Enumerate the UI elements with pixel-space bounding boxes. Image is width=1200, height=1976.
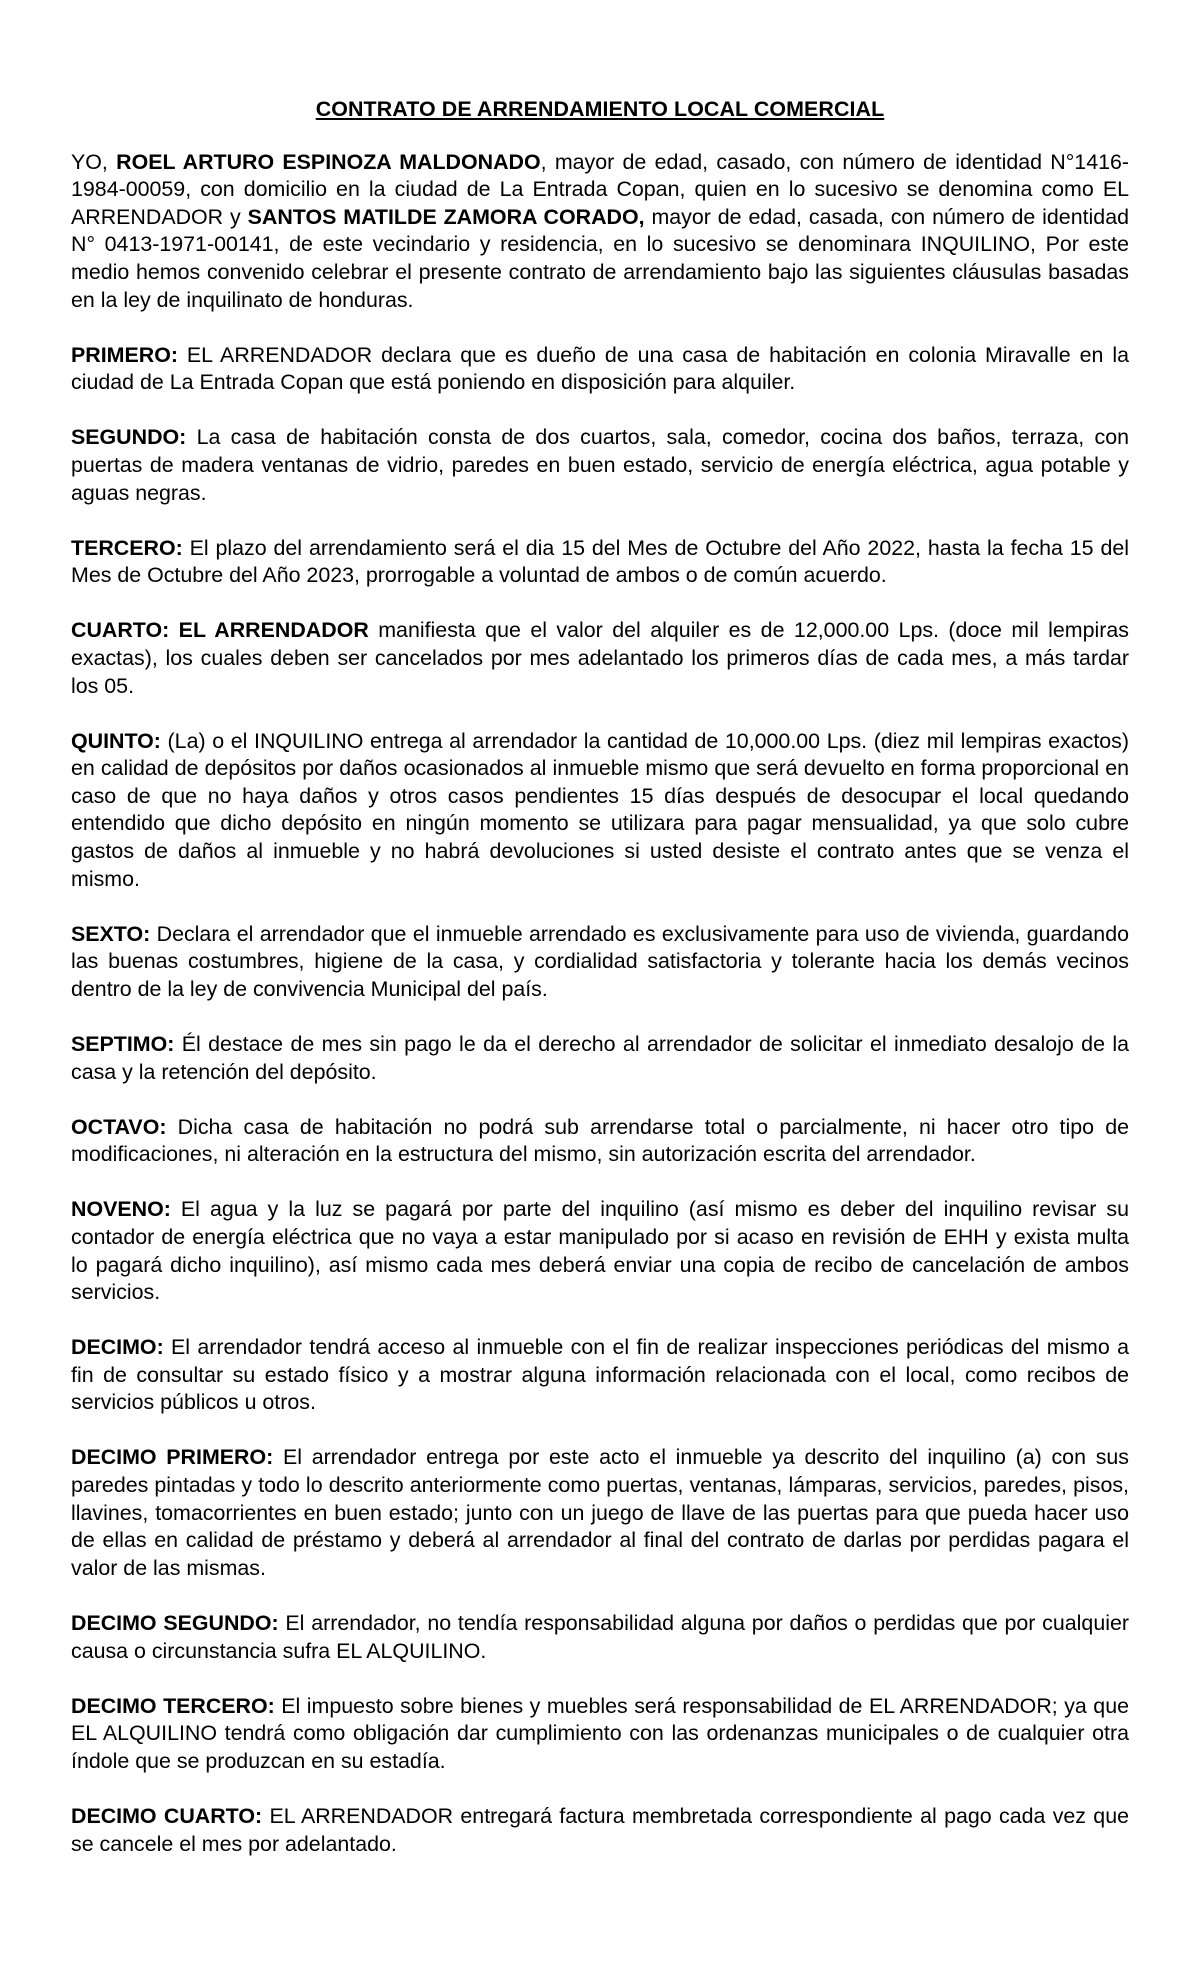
clause-octavo <box>71 1114 1129 1169</box>
clause-sexto <box>71 921 1129 1004</box>
clause-text: El agua y la luz se pagará por parte del inquilino (así mismo es deber del inquilino revisar su contador de energía eléctrica que no vaya a estar manipulado por si acaso en revisión de EHH y exista multa lo pagará dicho inquilino), así mismo cada mes deberá enviar una copia de recibo de cancelación de ambos servicios. <box>71 1197 1129 1305</box>
clause-text: El arrendador entrega por este acto el inmueble ya descrito del inquilino (a) con sus paredes pintadas y todo lo descrito anteriormente como puertas, ventanas, lámparas, servicios, paredes, pisos, llavines, tomacorrientes en buen estado; junto con un juego de llave de las puertas para que pueda hacer uso de ellas en calidad de préstamo y deberá al arrendador al final del contrato de darlas por perdidas pagara el valor de las mismas. <box>71 1445 1129 1580</box>
clause-label: DECIMO SEGUNDO: <box>71 1610 279 1635</box>
intro-paragraph <box>71 149 1129 315</box>
landlord-name: ROEL ARTURO ESPINOZA MALDONADO <box>116 149 541 174</box>
clause-text: El plazo del arrendamiento será el dia 15 del Mes de Octubre del Año 2022, hasta la fecha 15 del Mes de Octubre del Año 2023, prorrogable a voluntad de ambos o de común acuerdo. <box>71 535 1129 588</box>
intro-text-2: , mayor de edad, casado, con número de identidad N°1416-1984-00059, con domicilio en la ciudad de La Entrada Copan, quien en lo sucesivo se denomina como EL ARRENDADOR y <box>71 149 1130 229</box>
clause-text: Declara el arrendador que el inmueble arrendado es exclusivamente para uso de vivienda, guardando las buenas costumbres, higiene de la casa, y cordialidad satisfactoria y tolerante hacia los demás vecinos dentro de la ley de convivencia Municipal del país. <box>71 921 1129 1001</box>
clause-noveno <box>71 1196 1129 1306</box>
tenant-name: SANTOS MATILDE ZAMORA CORADO, <box>247 204 645 229</box>
clause-text: manifiesta que el valor del alquiler es de 12,000.00 Lps. (doce mil lempiras exactas), los cuales deben ser cancelados por mes adelantado los primeros días de cada mes, a más tardar los 05. <box>71 618 1129 698</box>
clause-tercero <box>71 535 1129 590</box>
clause-label: DECIMO: <box>71 1335 164 1360</box>
clause-label: QUINTO: <box>71 728 161 753</box>
clause-quinto <box>71 728 1129 894</box>
clause-text: EL ARRENDADOR entregará factura membretada correspondiente al pago cada vez que se cancele el mes por adelantado. <box>71 1803 1129 1856</box>
intro-text-3: mayor de edad, casada, con número de identidad N° 0413-1971-00141, de este vecindario y residencia, en lo sucesivo se denominara INQUILINO, Por este medio hemos convenido celebrar el presente contrato de arrendamiento bajo las siguientes cláusulas basadas en la ley de inquilinato de honduras. <box>71 204 1129 312</box>
clause-label: SEGUNDO: <box>71 425 187 450</box>
clause-decimo-cuarto <box>71 1803 1129 1858</box>
clause-text: La casa de habitación consta de dos cuartos, sala, comedor, cocina dos baños, terraza, con puertas de madera ventanas de vidrio, paredes en buen estado, servicio de energía eléctrica, agua potable y aguas negras. <box>71 425 1129 505</box>
clause-label: DECIMO TERCERO: <box>71 1693 275 1718</box>
clause-decimo-tercero <box>71 1693 1129 1776</box>
clause-label: DECIMO CUARTO: <box>71 1803 263 1828</box>
clause-decimo-primero <box>71 1444 1129 1582</box>
clause-label: NOVENO: <box>71 1197 171 1222</box>
clause-decimo-segundo <box>71 1610 1129 1665</box>
clause-text: EL ARRENDADOR declara que es dueño de una casa de habitación en colonia Miravalle en la ciudad de La Entrada Copan que está poniendo en disposición para alquiler. <box>71 342 1129 395</box>
clause-label: OCTAVO: <box>71 1114 167 1139</box>
clause-primero <box>71 342 1129 397</box>
clause-septimo <box>71 1031 1129 1086</box>
clause-decimo <box>71 1334 1129 1417</box>
clause-label: CUARTO: EL ARRENDADOR <box>71 618 369 643</box>
clause-text: Él destace de mes sin pago le da el derecho al arrendador de solicitar el inmediato desalojo de la casa y la retención del depósito. <box>71 1031 1129 1084</box>
clause-text: El arrendador, no tendía responsabilidad alguna por daños o perdidas que por cualquier causa o circunstancia sufra EL ALQUILINO. <box>71 1610 1129 1663</box>
clause-label: DECIMO PRIMERO: <box>71 1445 274 1470</box>
clause-segundo <box>71 424 1129 507</box>
clause-text: El impuesto sobre bienes y muebles será responsabilidad de EL ARRENDADOR; ya que EL ALQUILINO tendrá como obligación dar cumplimiento con las ordenanzas municipales o de cualquier otra índole que se produzcan en su estadía. <box>71 1693 1129 1773</box>
clause-label: SEPTIMO: <box>71 1031 175 1056</box>
contract-title: CONTRATO DE ARRENDAMIENTO LOCAL COMERCIAL <box>315 97 885 121</box>
clause-text: (La) o el INQUILINO entrega al arrendador la cantidad de 10,000.00 Lps. (diez mil lempiras exactos) en calidad de depósitos por daños ocasionados al inmueble mismo que será devuelto en forma proporcional en caso de que no haya daños y otros casos pendientes 15 días después de desocupar el local quedando entendido que dicho depósito en ningún momento se utilizara para pagar mensualidad, ya que solo cubre gastos de daños al inmueble y no habrá devoluciones si usted desiste el contrato antes que se venza el mismo. <box>71 728 1129 891</box>
contract-page <box>71 96 1129 1886</box>
clause-label: TERCERO: <box>71 535 183 560</box>
clause-cuarto <box>71 617 1129 700</box>
clause-label: SEXTO: <box>71 921 151 946</box>
intro-text-1: YO, <box>71 149 117 174</box>
clause-text: El arrendador tendrá acceso al inmueble con el fin de realizar inspecciones periódicas del mismo a fin de consultar su estado físico y a mostrar alguna información relacionada con el local, como recibos de servicios públicos u otros. <box>71 1335 1129 1415</box>
clause-label: PRIMERO: <box>71 342 178 367</box>
clause-text: Dicha casa de habitación no podrá sub arrendarse total o parcialmente, ni hacer otro tipo de modificaciones, ni alteración en la estructura del mismo, sin autorización escrita del arrendador. <box>71 1114 1129 1167</box>
